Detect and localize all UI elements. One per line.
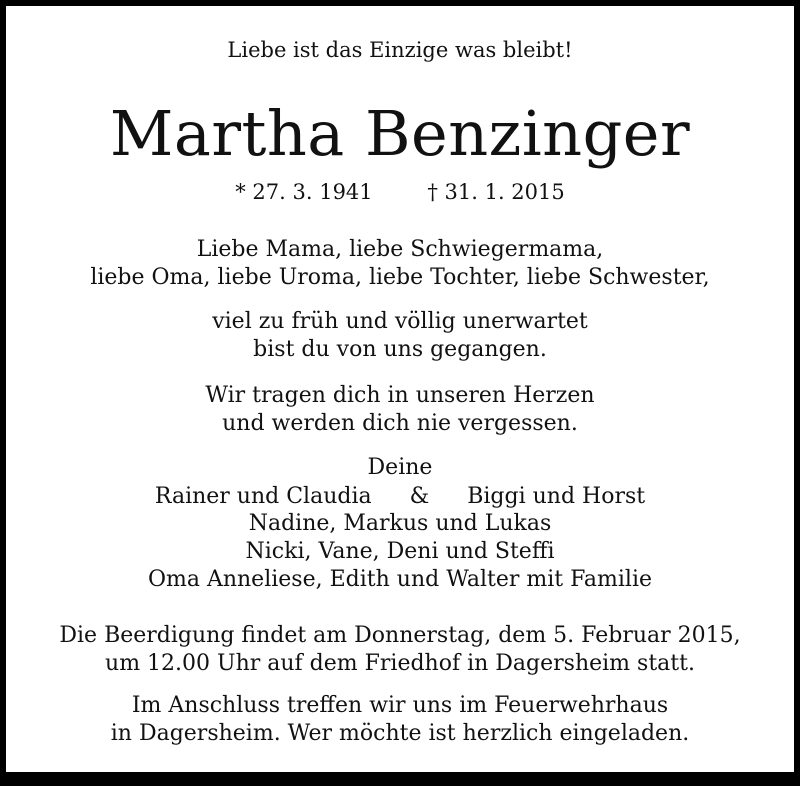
signers-row xyxy=(6,483,794,511)
family-line: Nadine, Markus und Lukas xyxy=(248,511,552,536)
signer-left: Rainer und Claudia xyxy=(154,484,372,509)
deceased-name: Martha Benzinger xyxy=(109,97,691,170)
gathering-line: in Dagersheim. Wer möchte ist herzlich eingeladen. xyxy=(110,721,690,746)
ampersand: & xyxy=(409,484,430,509)
passing-line: bist du von uns gegangen. xyxy=(253,337,547,362)
signer-right: Biggi und Horst xyxy=(467,484,646,509)
motto: Liebe ist das Einzige was bleibt! xyxy=(227,38,573,62)
life-dates xyxy=(6,178,794,206)
gathering-info xyxy=(6,692,794,748)
remembrance-line: und werden dich nie vergessen. xyxy=(222,411,578,436)
funeral-line: Die Beerdigung findet am Donnerstag, dem 5. Februar 2015, xyxy=(59,623,741,648)
address-line: Liebe Mama, liebe Schwiegermama, xyxy=(196,237,604,262)
address-paragraph xyxy=(6,236,794,292)
funeral-info xyxy=(6,622,794,678)
address-line: liebe Oma, liebe Uroma, liebe Tochter, liebe Schwester, xyxy=(90,265,710,290)
signoff: Deine xyxy=(367,455,433,480)
passing-line: viel zu früh und völlig unerwartet xyxy=(212,309,588,334)
death-date: † 31. 1. 2015 xyxy=(427,180,565,204)
birth-date: * 27. 3. 1941 xyxy=(235,180,373,204)
passing-paragraph xyxy=(6,308,794,364)
funeral-line: um 12.00 Uhr auf dem Friedhof in Dagersheim statt. xyxy=(105,651,695,676)
family-line: Oma Anneliese, Edith und Walter mit Familie xyxy=(147,567,653,592)
remembrance-paragraph xyxy=(6,382,794,438)
remembrance-line: Wir tragen dich in unseren Herzen xyxy=(205,383,595,408)
gathering-line: Im Anschluss treffen wir uns im Feuerwehrhaus xyxy=(131,693,669,718)
family-line: Nicki, Vane, Deni und Steffi xyxy=(245,539,555,564)
